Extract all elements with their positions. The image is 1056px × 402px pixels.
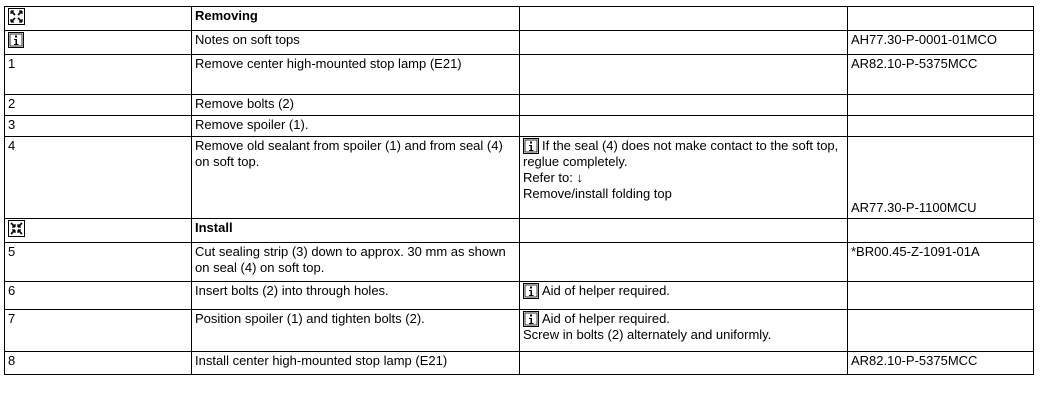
table-row bbox=[5, 31, 1034, 55]
refer-line bbox=[523, 170, 844, 186]
step-number: 3 bbox=[5, 116, 192, 137]
note-cell bbox=[520, 116, 848, 137]
reference-cell bbox=[848, 7, 1034, 31]
note-cell bbox=[520, 243, 848, 282]
table-row bbox=[5, 243, 1034, 282]
section-title: Removing bbox=[192, 7, 520, 31]
refer-label: Refer to: bbox=[523, 170, 573, 185]
info-icon bbox=[8, 32, 24, 48]
reference-cell bbox=[848, 219, 1034, 243]
reference-link[interactable]: AR77.30-P-1100MCU bbox=[848, 137, 1034, 219]
install-section-icon bbox=[8, 220, 25, 237]
info-icon bbox=[523, 311, 539, 327]
info-icon-cell bbox=[5, 31, 192, 55]
reference-link[interactable]: AH77.30-P-0001-01MCO bbox=[848, 31, 1034, 55]
note-block bbox=[523, 138, 844, 202]
reference-cell bbox=[848, 310, 1034, 352]
step-number: 8 bbox=[5, 352, 192, 375]
reference-cell bbox=[848, 116, 1034, 137]
reference-link[interactable]: AR82.10-P-5375MCC bbox=[848, 55, 1034, 95]
info-icon bbox=[523, 283, 539, 299]
reference-cell bbox=[848, 282, 1034, 310]
note-cell bbox=[520, 282, 848, 310]
step-number: 4 bbox=[5, 137, 192, 219]
step-text: Cut sealing strip (3) down to approx. 30 mm as shown on seal (4) on soft top. bbox=[192, 243, 520, 282]
table-row bbox=[5, 55, 1034, 95]
note-text: If the seal (4) does not make contact to the soft top, reglue completely. bbox=[523, 138, 839, 169]
step-number: 5 bbox=[5, 243, 192, 282]
note-cell bbox=[520, 95, 848, 116]
step-number: 2 bbox=[5, 95, 192, 116]
note-cell bbox=[520, 137, 848, 219]
table-row bbox=[5, 352, 1034, 375]
procedure-table bbox=[4, 6, 1034, 375]
step-text: Remove spoiler (1). bbox=[192, 116, 520, 137]
table-row bbox=[5, 137, 1034, 219]
step-text: Notes on soft tops bbox=[192, 31, 520, 55]
step-number: 1 bbox=[5, 55, 192, 95]
down-arrow-icon[interactable]: ↓ bbox=[576, 170, 583, 185]
step-text: Remove old sealant from spoiler (1) and from seal (4) on soft top. bbox=[192, 137, 520, 219]
note-text: Aid of helper required. bbox=[542, 283, 670, 298]
removing-section-icon bbox=[8, 8, 25, 25]
table-row bbox=[5, 219, 1034, 243]
note-cell bbox=[520, 219, 848, 243]
note-cell bbox=[520, 310, 848, 352]
reference-link[interactable]: *BR00.45-Z-1091-01A bbox=[848, 243, 1034, 282]
step-number: 7 bbox=[5, 310, 192, 352]
table-row bbox=[5, 282, 1034, 310]
table-row bbox=[5, 310, 1034, 352]
step-text: Remove bolts (2) bbox=[192, 95, 520, 116]
step-number: 6 bbox=[5, 282, 192, 310]
info-icon bbox=[523, 138, 539, 154]
section-icon-cell bbox=[5, 7, 192, 31]
reference-link[interactable]: AR82.10-P-5375MCC bbox=[848, 352, 1034, 375]
step-text: Install center high-mounted stop lamp (E21) bbox=[192, 352, 520, 375]
note-text: Aid of helper required. bbox=[542, 311, 670, 326]
note-cell bbox=[520, 55, 848, 95]
note-cell bbox=[520, 352, 848, 375]
procedure-link[interactable]: Remove/install folding top bbox=[523, 186, 672, 201]
table-row bbox=[5, 7, 1034, 31]
section-title: Install bbox=[192, 219, 520, 243]
table-row bbox=[5, 95, 1034, 116]
note-extra-text: Screw in bolts (2) alternately and uniformly. bbox=[523, 327, 772, 342]
step-text: Insert bolts (2) into through holes. bbox=[192, 282, 520, 310]
note-cell bbox=[520, 7, 848, 31]
step-text: Position spoiler (1) and tighten bolts (2). bbox=[192, 310, 520, 352]
table-row bbox=[5, 116, 1034, 137]
note-cell bbox=[520, 31, 848, 55]
step-text: Remove center high-mounted stop lamp (E21) bbox=[192, 55, 520, 95]
reference-cell bbox=[848, 95, 1034, 116]
section-icon-cell bbox=[5, 219, 192, 243]
